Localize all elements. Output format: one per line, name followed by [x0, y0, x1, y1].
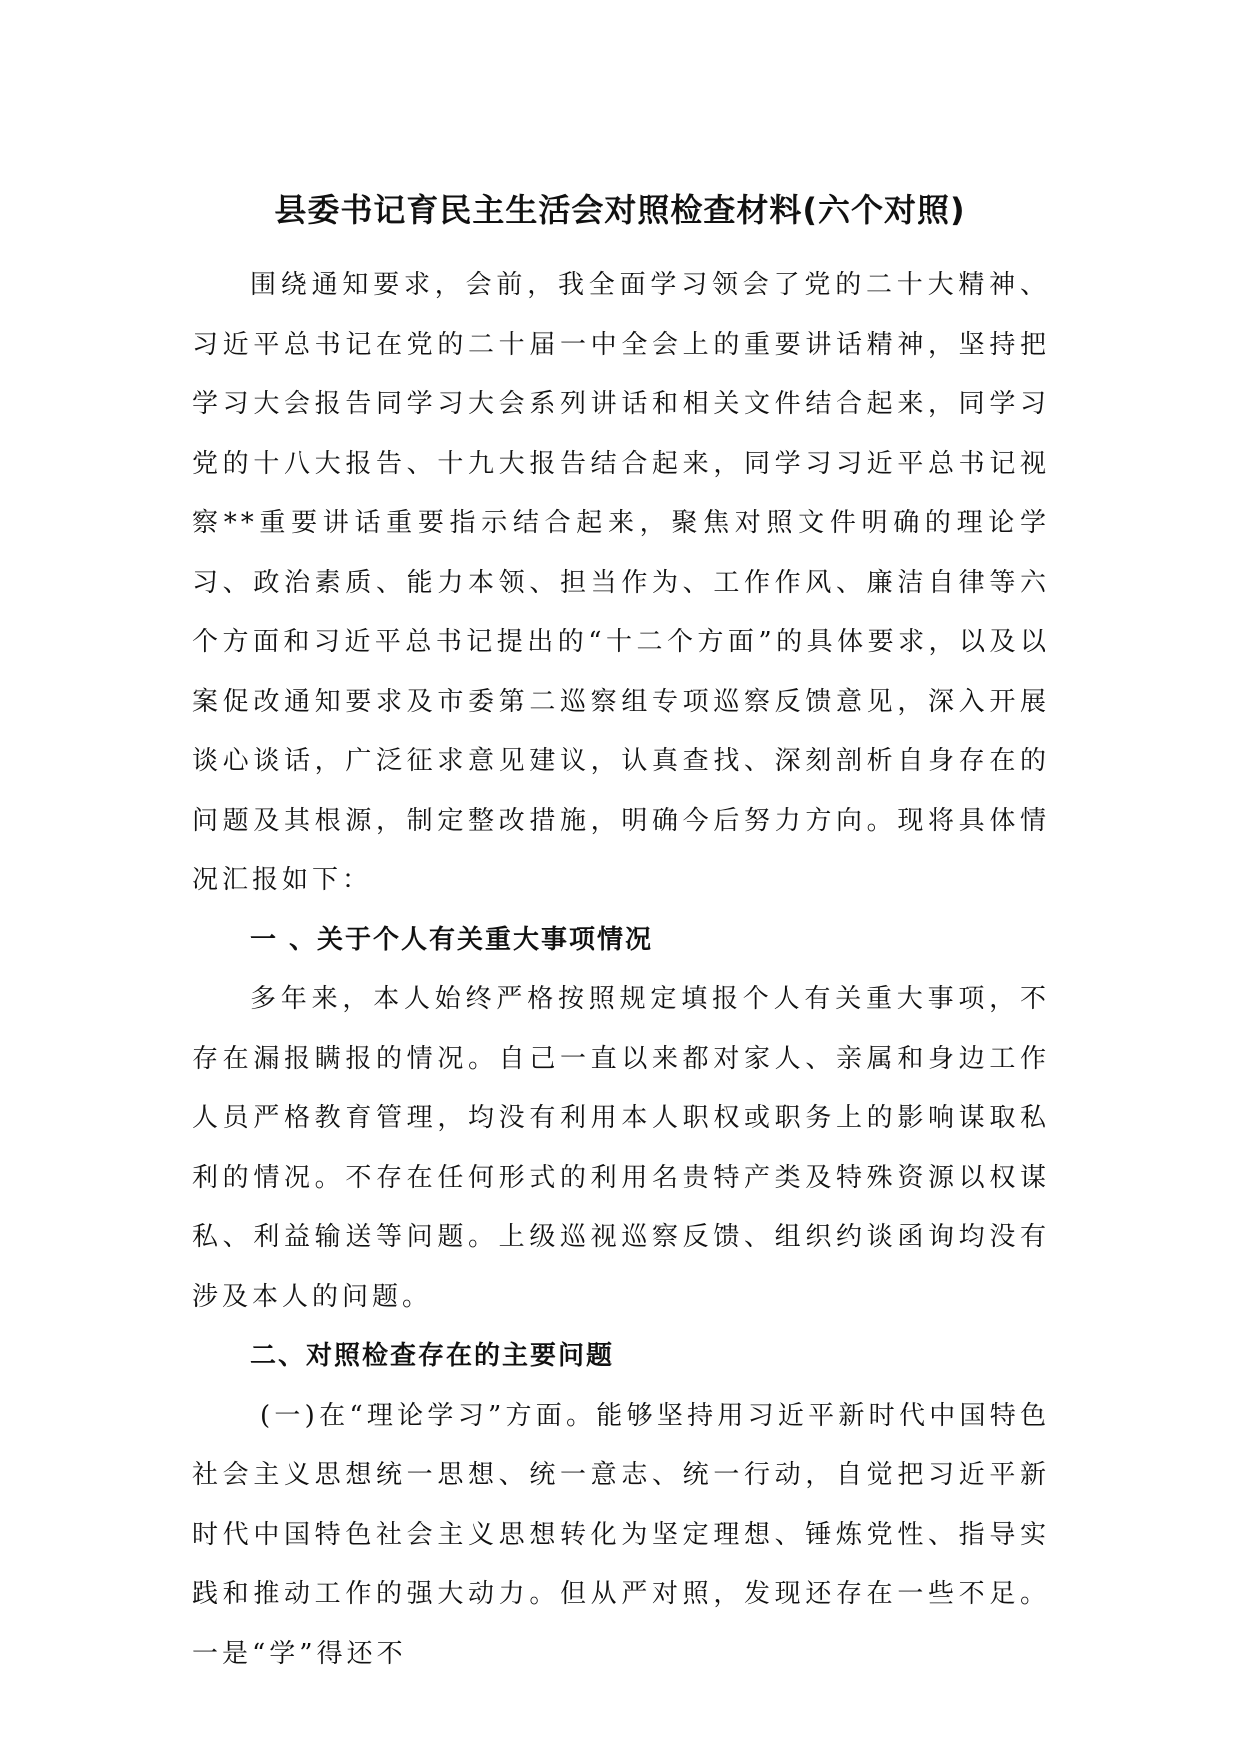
document-body — [192, 256, 1050, 1684]
document-title: 县委书记育民主生活会对照检查材料(六个对照) — [274, 191, 966, 229]
section-1-paragraph: 多年来，本人始终严格按照规定填报个人有关重大事项，不存在漏报瞒报的情况。自己一直以来都对家人、亲属和身边工作人员严格教育管理，均没有利用本人职权或职务上的影响谋取私利的情况。不存在任何形式的利用名贵特产类及特殊资源以权谋私、利益输送等问题。上级巡视巡察反馈、组织约谈函询均没有涉及本人的问题。 — [192, 984, 1050, 1312]
section-2-heading: 二、对照检查存在的主要问题 — [250, 1341, 615, 1371]
section-2-item-1-paragraph: (一)在“理论学习”方面。能够坚持用习近平新时代中国特色社会主义思想统一思想、统一意志、统一行动，自觉把习近平新时代中国特色社会主义思想转化为坚定理想、锤炼党性、指导实践和推动工作的强大动力。但从严对照，发现还存在一些不足。 一是“学”得还不 — [192, 1400, 1050, 1669]
section-1-heading: 一 、关于个人有关重大事项情况 — [250, 924, 654, 955]
intro-paragraph: 围绕通知要求，会前，我全面学习领会了党的二十大精神、习近平总书记在党的二十届一中全会上的重要讲话精神，坚持把学习大会报告同学习大会系列讲话和相关文件结合起来，同学习党的十八大报告、十九大报告结合起来，同学习习近平总书记视察**重要讲话重要指示结合起来，聚焦对照文件明确的理论学习、政治素质、能力本领、担当作为、工作作风、廉洁自律等六个方面和习近平总书记提出的“十二个方面”的具体要求，以及以案促改通知要求及市委第二巡察组专项巡察反馈意见，深入开展谈心谈话，广泛征求意见建议，认真查找、深刻剖析自身存在的问题及其根源，制定整改措施，明确今后努力方向。现将具体情况汇报如下： — [192, 270, 1050, 895]
